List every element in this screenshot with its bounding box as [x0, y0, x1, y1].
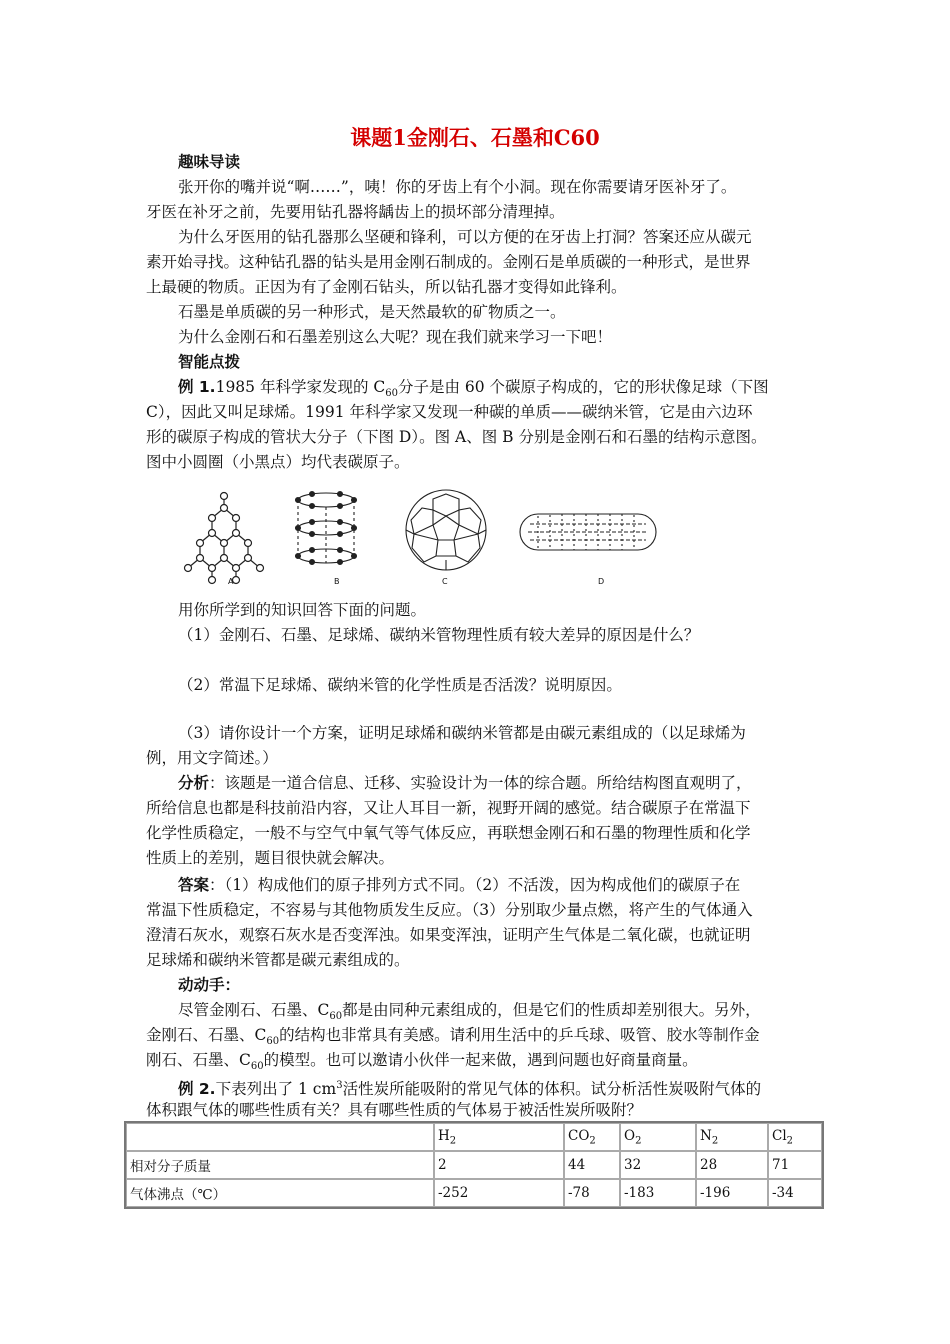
page-title: 课题1金刚石、石墨和C60 — [350, 125, 600, 150]
example1-line-2: C），因此又叫足球烯。1991 年科学家又发现一种碳的单质——碳纳米管，它是由六边环 — [146, 403, 753, 421]
diy-line-3: 刚石、石墨、$C_{60}$的模型。也可以邀请小伙伴一起来做，遇到问题也好商量商量。 — [146, 1051, 698, 1073]
table-cell: 32 — [620, 1151, 696, 1179]
analysis-label: 分析 — [178, 774, 210, 792]
example2-label: 例 2. — [178, 1080, 216, 1099]
question-2: （2）常温下足球烯、碳纳米管的化学性质是否活泼？说明原因。 — [178, 676, 622, 694]
question-3: （3）请你设计一个方案，证明足球烯和碳纳米管都是由碳元素组成的（以足球烯为 — [178, 724, 746, 742]
analysis-line-3: 化学性质稳定，一般不与空气中氧气等气体反应，再联想金刚石和石墨的物理性质和化学 — [146, 824, 751, 842]
section-heading-diy: 动动手： — [178, 976, 241, 994]
table-corner-cell — [126, 1123, 434, 1151]
table-header-row — [126, 1123, 822, 1151]
analysis-line-2: 所给信息也都是科技前沿内容，又让人耳目一新，视野开阔的感觉。结合碳原子在常温下 — [146, 799, 751, 817]
example1-label: 例 1. — [178, 378, 216, 396]
table-cell: -196 — [696, 1179, 768, 1207]
figure-label-c: C — [442, 577, 448, 586]
section-heading-tips: 智能点拨 — [178, 353, 241, 371]
table-cell: -252 — [434, 1179, 564, 1207]
table-row-label: 相对分子质量 — [126, 1151, 434, 1179]
table-row — [126, 1151, 822, 1179]
reading-paragraph-2: 为什么牙医用的钻孔器那么坚硬和锋利，可以方便的在牙齿上打洞？答案还应从碳元 — [178, 228, 752, 246]
example2-line-2: 体积跟气体的哪些性质有关？具有哪些性质的气体易于被活性炭所吸附？ — [146, 1101, 643, 1119]
answer-label: 答案 — [178, 876, 210, 894]
example1-line-3: 形的碳原子构成的管状大分子（下图 D）。图 A、图 B 分别是金刚石和石墨的结构示意图。 — [146, 428, 767, 446]
analysis-line-1: 分析：该题是一道合信息、迁移、实验设计为一体的综合题。所给结构图直观明了， — [178, 774, 752, 792]
reading-paragraph-1: 张开你的嘴并说“啊……”，咦！你的牙齿上有个小洞。现在你需要请牙医补牙了。 — [178, 178, 737, 196]
reading-paragraph-1-cont: 牙医在补牙之前，先要用钻孔器将龋齿上的损坏部分清理掉。 — [146, 203, 565, 221]
example1-line-1: 例 1.1985 年科学家发现的 $C_{60}$分子是由 60 个碳原子构成的，它的形状像足球（下图 — [178, 378, 769, 400]
question-1: （1）金刚石、石墨、足球烯、碳纳米管物理性质有较大差异的原因是什么？ — [178, 626, 700, 644]
table-cell: -183 — [620, 1179, 696, 1207]
answer-line-1: 答案：（1）构成他们的原子排列方式不同。（2）不活泼，因为构成他们的碳原子在 — [178, 876, 741, 894]
table-cell: 44 — [564, 1151, 620, 1179]
diy-line-1: 尽管金刚石、石墨、$C_{60}$都是由同种元素组成的，但是它们的性质却差别很大。另外， — [178, 1001, 761, 1023]
table-cell: -78 — [564, 1179, 620, 1207]
diy-line-2: 金刚石、石墨、$C_{60}$的结构也非常具有美感。请利用生活中的乒乓球、吸管、胶水等制作金 — [146, 1026, 760, 1048]
figure-label-a: A — [228, 577, 234, 586]
example2-line-1: 例 2.下表列出了 1 $cm^3$活性炭所能吸附的常见气体的体积。试分析活性炭吸附气体的 — [178, 1080, 762, 1099]
table-cell: 71 — [768, 1151, 822, 1179]
figure-d-nanotube — [520, 514, 656, 550]
figure-a-diamond — [185, 493, 264, 584]
table-cell: -34 — [768, 1179, 822, 1207]
answer-line-2: 常温下性质稳定，不容易与其他物质发生反应。（3）分别取少量点燃，将产生的气体通入 — [146, 901, 753, 919]
answer-line-3: 澄清石灰水，观察石灰水是否变浑浊。如果变浑浊，证明产生气体是二氧化碳，也就证明 — [146, 926, 751, 944]
answer-line-4: 足球烯和碳纳米管都是碳元素组成的。 — [146, 951, 410, 969]
reading-paragraph-4: 为什么金刚石和石墨差别这么大呢？现在我们就来学习一下吧！ — [178, 328, 613, 346]
question-3-cont: 例，用文字简述。） — [146, 749, 278, 767]
table-row-label: 气体沸点（℃） — [126, 1179, 434, 1207]
figure-label-b: B — [334, 577, 340, 586]
table-header-cell: $CO_2$ — [564, 1123, 620, 1151]
analysis-line-4: 性质上的差别，题目很快就会解决。 — [146, 849, 395, 867]
table-header-cell: $H_2$ — [434, 1123, 564, 1151]
gas-adsorption-table — [124, 1121, 824, 1209]
figure-label-d: D — [598, 577, 605, 586]
question-prompt: 用你所学到的知识回答下面的问题。 — [178, 601, 427, 619]
table-row — [126, 1179, 822, 1207]
table-header-cell: $O_2$ — [620, 1123, 696, 1151]
section-heading-reading: 趣味导读 — [178, 153, 241, 171]
reading-paragraph-3: 石墨是单质碳的另一种形式，是天然最软的矿物质之一。 — [178, 303, 566, 321]
reading-paragraph-2-cont: 素开始寻找。这种钻孔器的钻头是用金刚石制成的。金刚石是单质碳的一种形式，是世界 — [146, 253, 751, 271]
figure-c-fullerene — [406, 490, 486, 570]
table-header-cell: $Cl_2$ — [768, 1123, 822, 1151]
reading-paragraph-2-cont: 上最硬的物质。正因为有了金刚石钻头，所以钻孔器才变得如此锋利。 — [146, 278, 627, 296]
figure-b-graphite — [296, 492, 357, 565]
table-cell: 2 — [434, 1151, 564, 1179]
example1-line-4: 图中小圆圈（小黑点）均代表碳原子。 — [146, 453, 410, 471]
table-header-cell: $N_2$ — [696, 1123, 768, 1151]
table-cell: 28 — [696, 1151, 768, 1179]
carbon-structure-figures — [178, 488, 658, 598]
